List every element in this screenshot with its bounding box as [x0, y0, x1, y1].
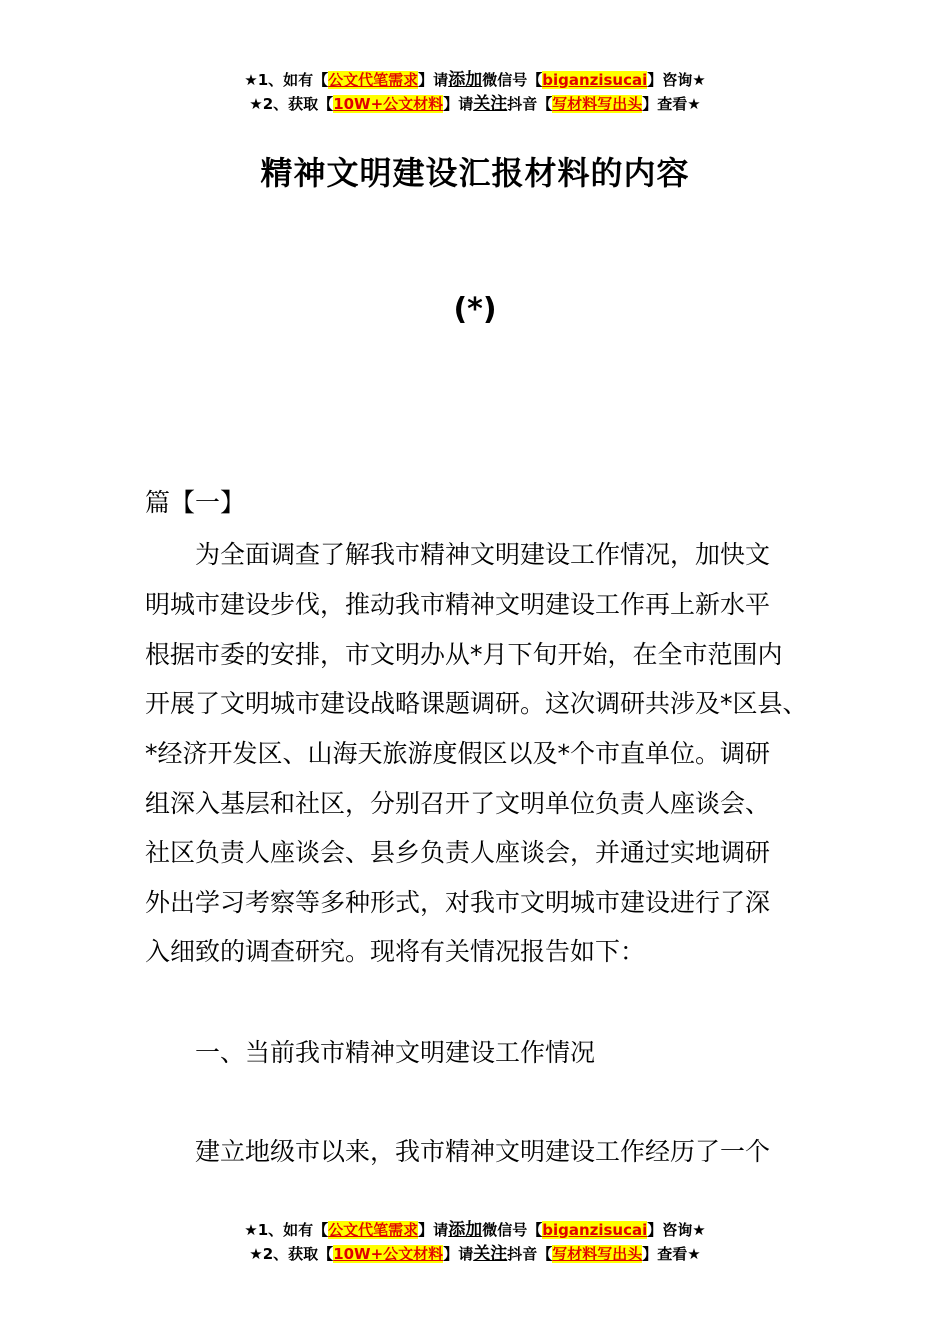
document-title: 精神文明建设汇报材料的内容	[260, 154, 690, 192]
body-line: 组深入基层和社区，分别召开了文明单位负责人座谈会、	[145, 789, 771, 818]
body-line: 外出学习考察等多种形式，对我市文明城市建设进行了深	[145, 888, 771, 917]
bottom-banner	[0, 1218, 950, 1266]
body-line: *经济开发区、山海天旅游度假区以及*个市直单位。调研	[145, 739, 771, 768]
section-label: 篇【一】	[145, 488, 246, 517]
body-line: 为全面调查了解我市精神文明建设工作情况，加快文	[195, 540, 771, 569]
banner-line-2: ★2、获取【10W+公文材料】请关注抖音【写材料写出头】查看★	[249, 1244, 701, 1264]
body-line: 明城市建设步伐，推动我市精神文明建设工作再上新水平	[145, 590, 771, 619]
body-line: 根据市委的安排，市文明办从*月下旬开始，在全市范围内	[145, 640, 783, 669]
document-subtitle: (*)	[453, 292, 497, 327]
banner-line-1: ★1、如有【公文代笔需求】请添加微信号【biganzisucai】咨询★	[244, 70, 706, 90]
banner-line-1: ★1、如有【公文代笔需求】请添加微信号【biganzisucai】咨询★	[244, 1220, 706, 1240]
body-line: 社区负责人座谈会、县乡负责人座谈会，并通过实地调研	[145, 838, 771, 867]
body-line: 入细致的调查研究。现将有关情况报告如下：	[145, 937, 646, 966]
body-line: 开展了文明城市建设战略课题调研。这次调研共涉及*区县、	[145, 689, 808, 718]
top-banner	[0, 68, 950, 116]
body-line: 建立地级市以来，我市精神文明建设工作经历了一个	[195, 1137, 771, 1166]
section-heading: 一、当前我市精神文明建设工作情况	[195, 1038, 596, 1067]
banner-line-2: ★2、获取【10W+公文材料】请关注抖音【写材料写出头】查看★	[249, 94, 701, 114]
